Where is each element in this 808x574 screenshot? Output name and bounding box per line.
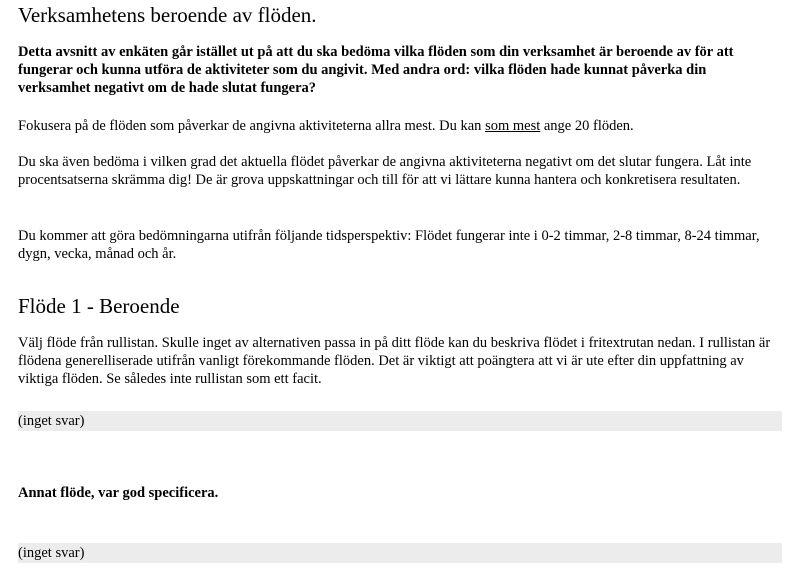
assess-paragraph: Du ska även bedöma i vilken grad det aktuella flödet påverkar de angivna aktiviteterna negativt om det slutar fungera. Låt inte procentsatserna skrämma dig! De är grova uppskattningar och till för att vi lättare kunna hantera och konkretisera resultaten. [18,154,752,188]
timeframe-paragraph: Du kommer att göra bedömningarna utifrån följande tidsperspektiv: Flödet fungerar inte i 0-2 timmar, 2-8 timmar, 8-24 timmar, dygn, vecka, månad och år. [18,228,760,262]
flow-instructions: Välj flöde från rullistan. Skulle inget av alternativen passa in på ditt flöde kan du beskriva flödet i fritextrutan nedan. I rullistan är flödena generelliserade utifrån vanligt förekommande flöden. Det är viktigt att poängtera att vi är ute efter din uppfattning av viktiga flöden. Se således inte rullistan som ett facit. [18,335,771,387]
focus-paragraph [18,117,782,135]
flow-dropdown-answer[interactable]: (inget svar) [18,411,782,431]
section-intro: Detta avsnitt av enkäten går istället ut på att du ska bedöma vilka flöden som din verksamhet är beroende av för att fungerar och kunna utföra de aktiviteter som du angivit. Med andra ord: vilka flöden hade kunnat påverka din verksamhet negativt om de hade slutat fungera? [18,44,734,96]
other-flow-label: Annat flöde, var god specificera. [18,485,219,501]
flow-title: Flöde 1 - Beroende [18,294,180,318]
focus-text-after: ange 20 flöden. [540,118,634,134]
focus-emphasis: som mest [485,118,541,134]
other-flow-answer[interactable]: (inget svar) [18,543,782,563]
focus-text-before: Fokusera på de flöden som påverkar de angivna aktiviteterna allra mest. Du kan [18,118,486,134]
section-title: Verksamhetens beroende av flöden. [18,3,317,27]
